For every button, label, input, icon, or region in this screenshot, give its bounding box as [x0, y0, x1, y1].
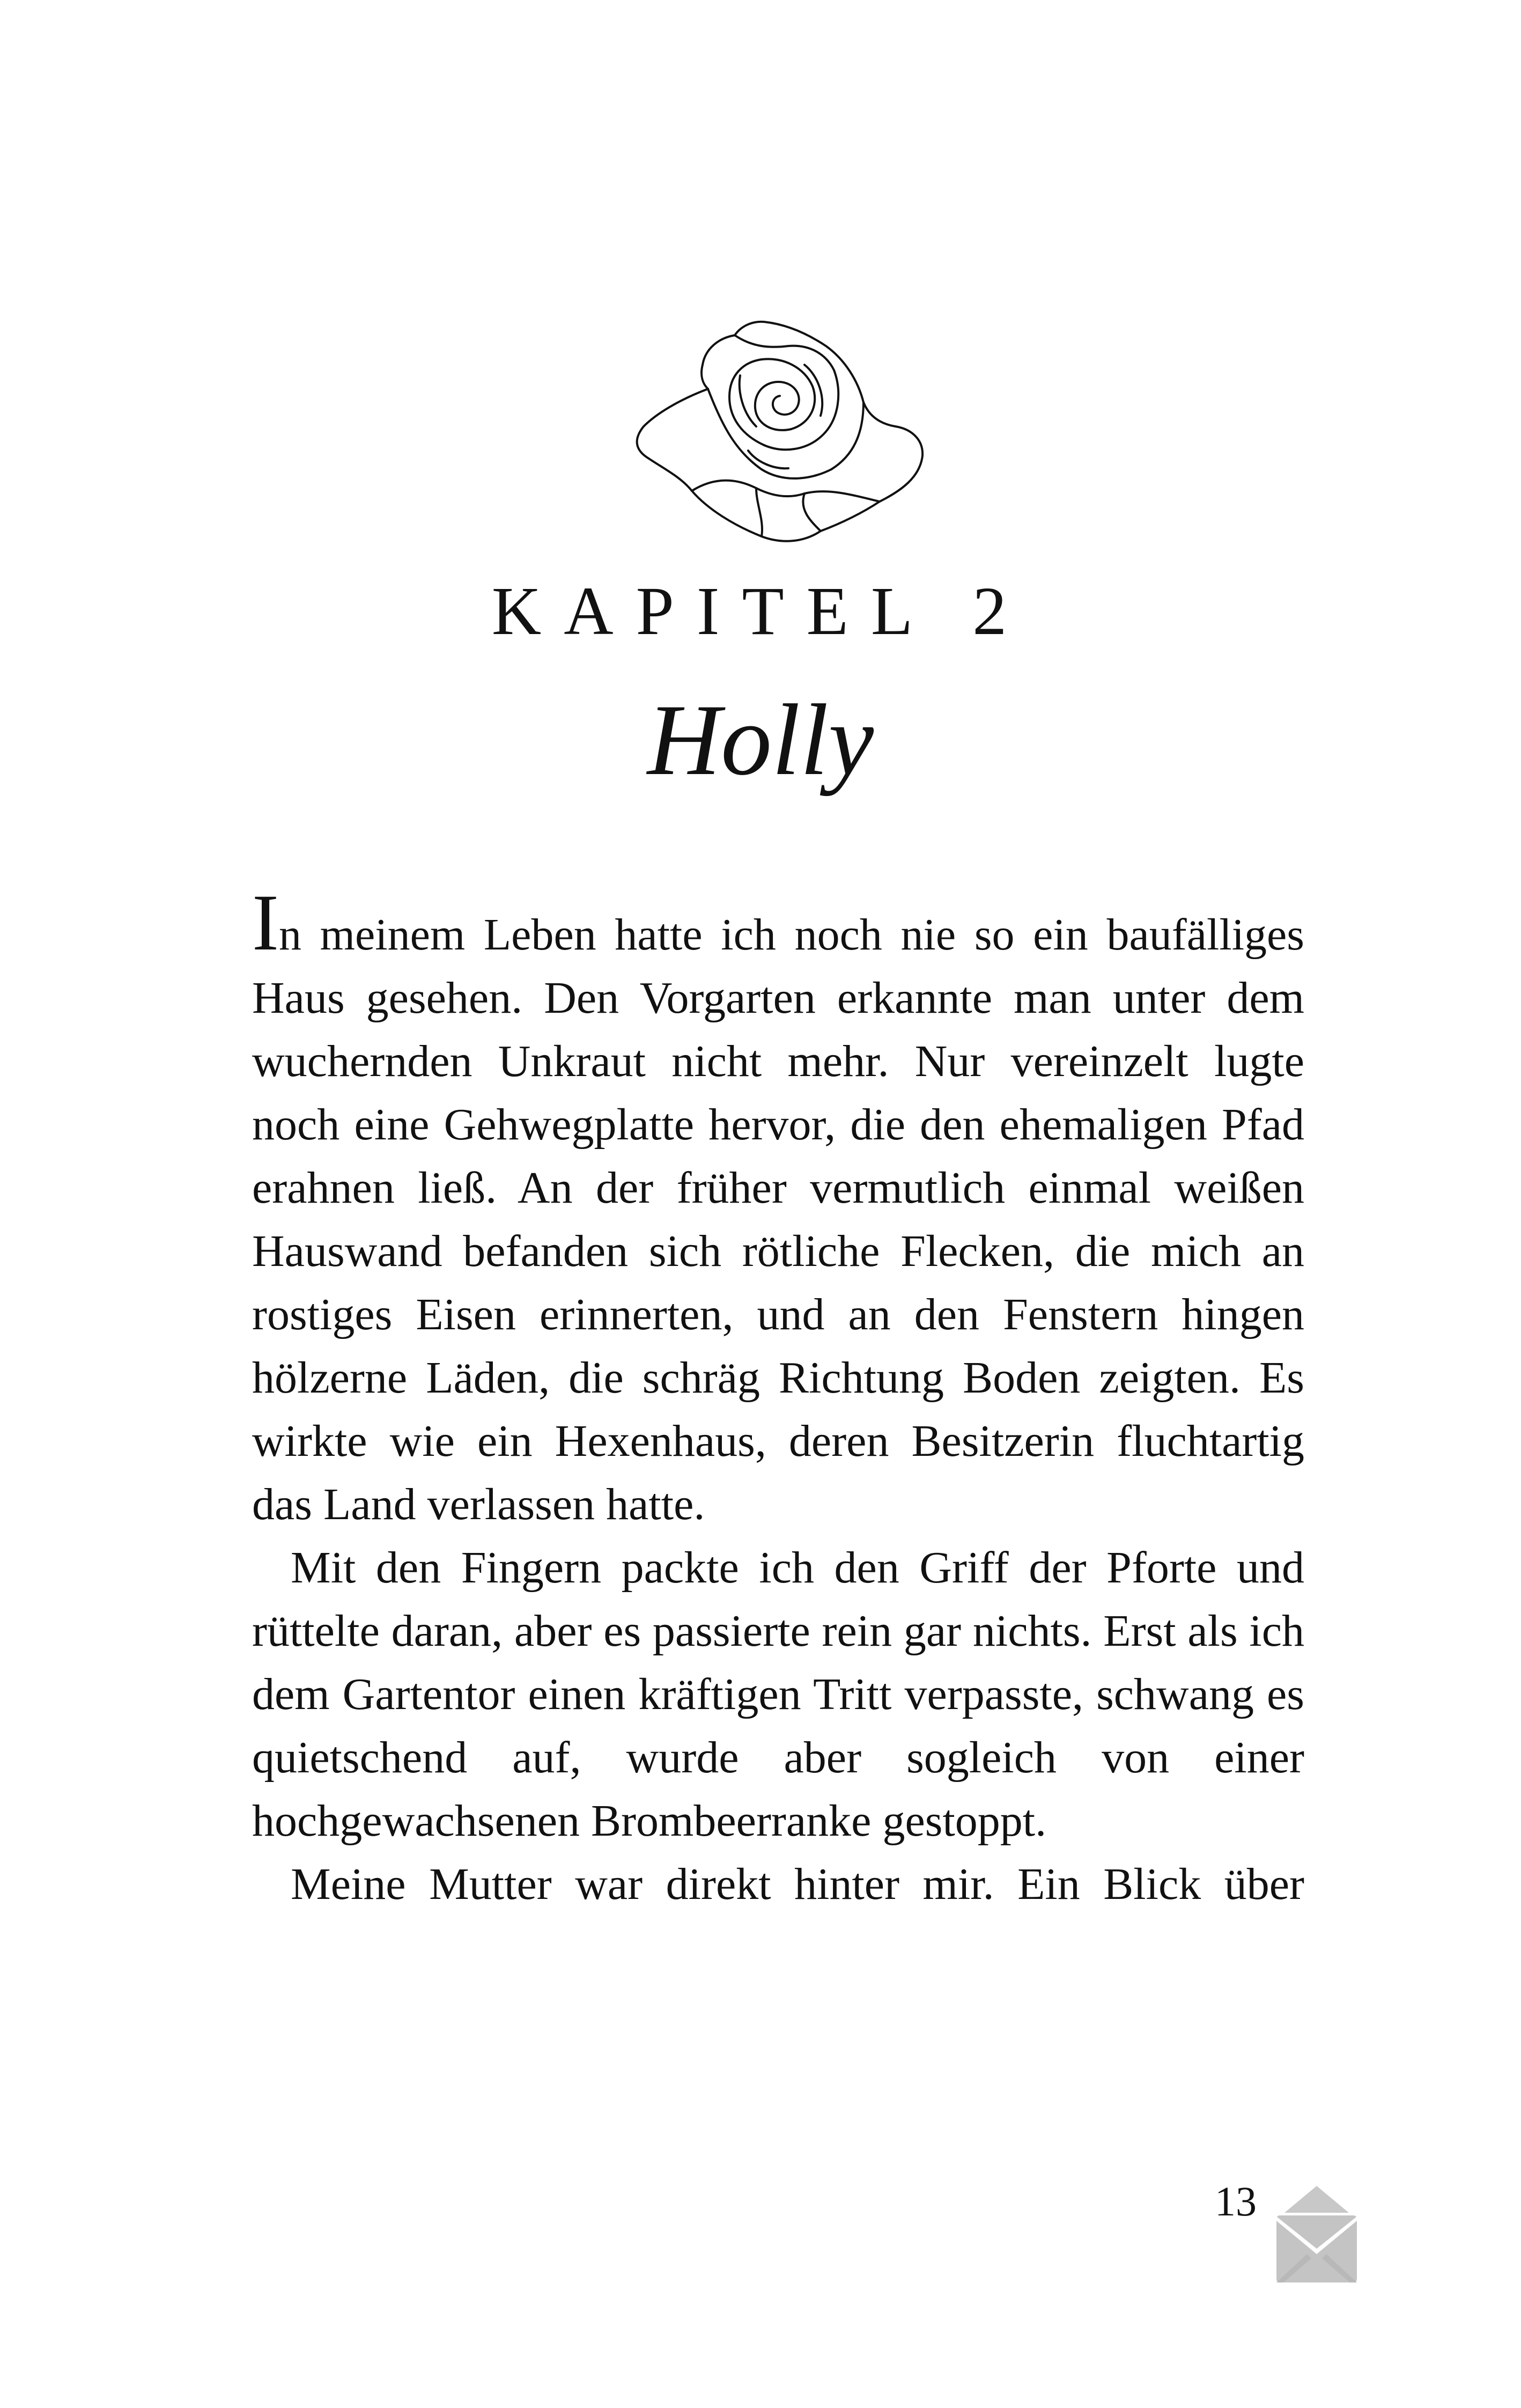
paragraph-3: Meine Mutter war direkt hinter mir. Ein Blick über: [291, 1859, 1304, 1909]
page-number: 13: [1215, 2178, 1257, 2225]
rose-ornament-icon: [627, 316, 928, 547]
envelope-icon[interactable]: [1274, 2183, 1360, 2285]
paragraph-2: Mit den Fingern packte ich den Griff der Pforte und rüttelte daran, aber es passierte rein gar nichts. Erst als ich dem Gartentor einen kräftigen Tritt verpasste, schwang es quietschend auf, wurde aber sogleich von einer hochgewachsenen Brombeerranke gestoppt.: [252, 1543, 1304, 1846]
paragraph-1: [252, 878, 1304, 1536]
drop-cap: I: [252, 878, 279, 967]
paragraph-1-text: n meinem Leben hatte ich noch nie so ein baufälliges Haus gesehen. Den Vorgarten erkannte man unter dem wuchernden Unkraut nicht mehr. Nur vereinzelt lugte noch eine Gehwegplatte hervor, die den ehemaligen Pfad erahnen ließ. An der früher vermutlich einmal weißen Hauswand befanden sich rötliche Flecken, die mich an rostiges Eisen erinnerten, und an den Fenstern hingen hölzerne Läden, die schräg Richtung Boden zeigten. Es wirkte wie ein Hexenhaus, deren Besitzerin fluchtartig das Land verlassen hatte.: [252, 910, 1304, 1529]
body-text: [252, 878, 1304, 1916]
chapter-name: Holly: [647, 684, 874, 797]
chapter-title: KAPITEL 2: [491, 573, 1030, 649]
